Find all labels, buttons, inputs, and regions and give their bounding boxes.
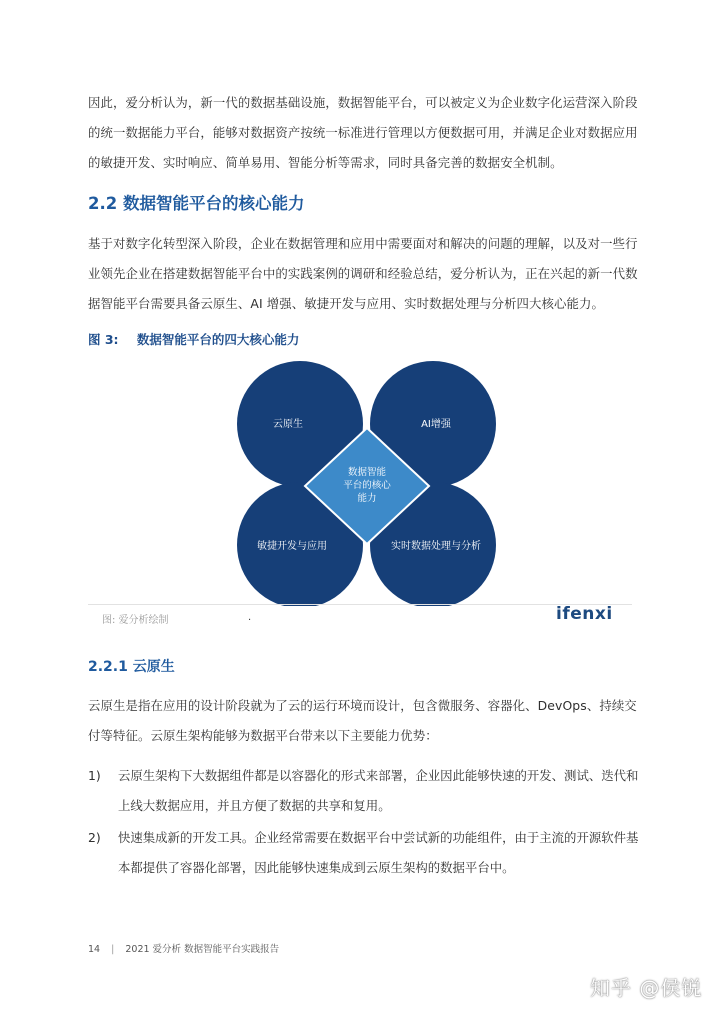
list-item	[88, 823, 648, 883]
report-title: 2021 爱分析 数据智能平台实践报告	[125, 944, 280, 955]
circle-label-cloud-native: 云原生	[273, 419, 303, 430]
list-text: 云原生架构下大数据组件都是以容器化的形式来部署，企业因此能够快速的开发、测试、迭代和上线大数据应用，并且方便了数据的共享和复用。	[118, 768, 639, 813]
circle-label-agile: 敏捷开发与应用	[257, 541, 327, 552]
figure-dot: .	[248, 612, 252, 623]
figure-separator	[88, 604, 632, 605]
core-capabilities-paragraph: 基于对数字化转型深入阶段，企业在数据管理和应用中需要面对和解决的问题的理解，以及对一些行业领先企业在搭建数据智能平台中的实践案例的调研和经验总结，爱分析认为，正在兴起的新一代数据智能平台需要具备云原生、AI 增强、敏捷开发与应用、实时数据处理与分析四大核心能力。	[88, 236, 638, 311]
list-number: 2)	[88, 830, 101, 845]
list-text: 快速集成新的开发工具。企业经常需要在数据平台中尝试新的功能组件，由于主流的开源软件基本都提供了容器化部署，因此能够快速集成到云原生架构的数据平台中。	[118, 830, 639, 875]
page-footer	[88, 941, 279, 955]
subsection-title: 2.2.1 云原生	[88, 659, 175, 675]
intro-paragraph: 因此，爱分析认为，新一代的数据基础设施，数据智能平台，可以被定义为企业数字化运营深入阶段的统一数据能力平台，能够对数据资产按统一标准进行管理以方便数据可用，并满足企业对数据应用的敏捷开发、实时响应、简单易用、智能分析等需求，同时具备完善的数据安全机制。	[88, 95, 638, 170]
core-capabilities-diagram	[88, 356, 632, 606]
figure-title: 数据智能平台的四大核心能力	[136, 332, 300, 347]
figure-label: 图 3:	[88, 332, 119, 347]
list-number: 1)	[88, 768, 101, 783]
center-label-line1: 数据智能	[347, 467, 387, 478]
cloud-native-paragraph: 云原生是指在应用的设计阶段就为了云的运行环境而设计，包含微服务、容器化、DevOps、持续交付等特征。云原生架构能够为数据平台带来以下主要能力优势：	[88, 698, 637, 743]
center-label-line3: 能力	[357, 493, 377, 504]
footer-separator: |	[111, 944, 115, 955]
watermark: 知乎 @侯锐	[590, 976, 703, 1000]
section-title: 2.2 数据智能平台的核心能力	[88, 194, 305, 213]
list-item	[88, 761, 648, 821]
circle-label-realtime: 实时数据处理与分析	[391, 541, 481, 552]
page-number: 14	[88, 944, 101, 955]
figure-source: 图: 爱分析绘制	[102, 615, 169, 626]
center-label-line2: 平台的核心	[343, 480, 391, 491]
circle-label-ai: AI增强	[421, 419, 451, 430]
ifenxi-logo: ifenxi	[556, 604, 613, 624]
figure-caption	[88, 330, 299, 348]
